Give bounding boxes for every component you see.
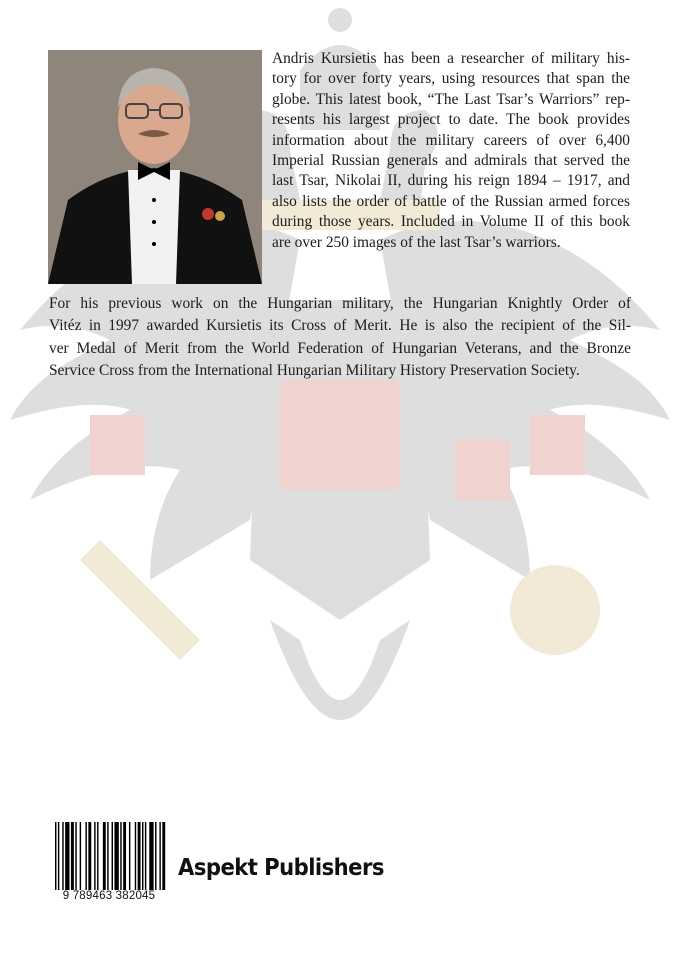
barcode-bar (114, 822, 118, 890)
barcode-bar (62, 822, 63, 890)
honors-line: For his previous work on the Hungarian military, the Hungarian Knightly Order of (49, 295, 631, 312)
publisher-name: Aspekt Publishers (178, 855, 384, 881)
bio-line: Imperial Russian generals and admirals that served the (272, 152, 630, 170)
barcode-bar (97, 822, 98, 890)
bio-line: tory for over forty years, using resources that span the (272, 70, 630, 88)
author-photo (48, 50, 262, 284)
barcode-bar (149, 822, 153, 890)
barcode-bar (155, 822, 156, 890)
honors-paragraph (49, 293, 631, 383)
barcode-bar (142, 822, 143, 890)
barcode-bar (107, 822, 108, 890)
barcode-bar (75, 822, 76, 890)
barcode-bar (58, 822, 59, 890)
barcode-bar (129, 822, 130, 890)
barcode-bar (120, 822, 121, 890)
barcode-bar (162, 822, 165, 890)
barcode-bar (103, 822, 106, 890)
author-bio-paragraph (272, 49, 630, 253)
isbn-number: 9 789463 382045 (62, 890, 156, 902)
barcode-bar (55, 822, 56, 890)
bio-line: during those years. Included in Volume II of this book (272, 213, 630, 231)
barcode-bar (135, 822, 136, 890)
barcode-bar (71, 822, 74, 890)
barcode-bar (123, 822, 126, 890)
honors-line: Service Cross from the International Hungarian Military History Preservation Society. (49, 362, 580, 380)
honors-line: ver Medal of Merit from the World Federation of Hungarian Veterans, and the Bronze (49, 339, 631, 357)
barcode-bar (88, 822, 91, 890)
bio-line: globe. This latest book, “The Last Tsar’s Warriors” rep- (272, 90, 630, 108)
barcode-bar (94, 822, 95, 890)
bio-line: resents his largest project to date. The book provides (272, 111, 630, 129)
bio-line: Andris Kursietis has been a researcher of military his- (272, 50, 630, 67)
bio-line: information about the military careers of over 6,400 (272, 131, 630, 149)
barcode-bar (112, 822, 113, 890)
barcode-bar (159, 822, 160, 890)
bio-line: also lists the order of battle of the Russian armed forces (272, 192, 630, 210)
barcode-bar (145, 822, 146, 890)
barcode-bar (85, 822, 86, 890)
barcode-bar (80, 822, 81, 890)
honors-line: Vitéz in 1997 awarded Kursietis its Cross of Merit. He is also the recipient of the Sil- (49, 317, 631, 335)
barcode-bar (65, 822, 69, 890)
bio-line: last Tsar, Nikolai II, during his reign 1894 – 1917, and (272, 172, 630, 190)
barcode-bar (138, 822, 141, 890)
bio-line: are over 250 images of the last Tsar’s warriors. (272, 233, 561, 251)
